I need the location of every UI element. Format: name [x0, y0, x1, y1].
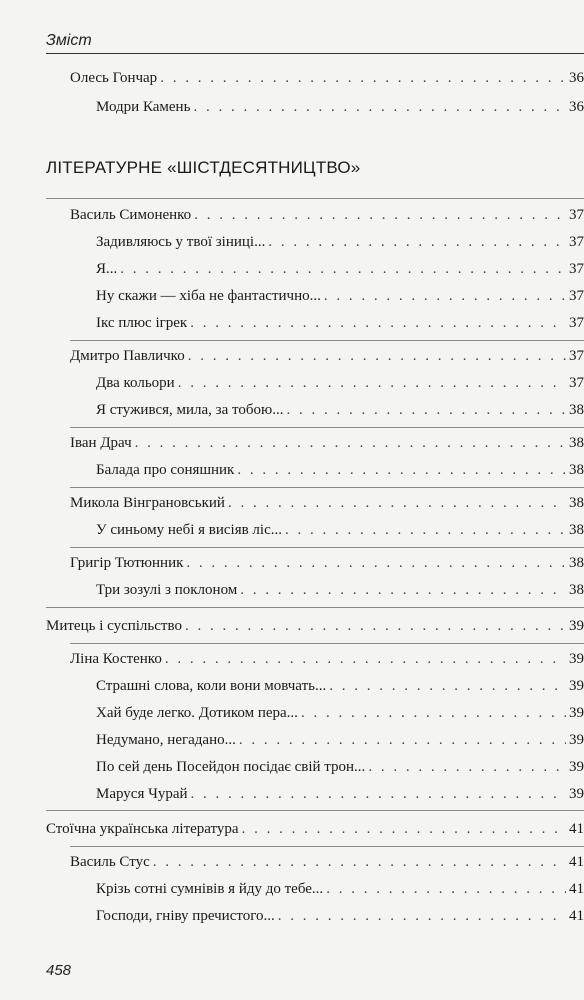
dot-leader	[160, 66, 566, 90]
toc-entry-page: 37	[569, 207, 584, 223]
toc-entry-work	[96, 782, 584, 806]
header-rule	[46, 53, 584, 54]
toc-entry-work	[96, 518, 584, 542]
dot-leader	[324, 284, 566, 308]
dot-leader	[286, 398, 566, 422]
toc-entry-section	[46, 817, 584, 841]
toc-entry-page: 39	[569, 705, 584, 721]
toc-entry-page: 37	[569, 375, 584, 391]
entry-divider	[70, 846, 584, 847]
dot-leader	[285, 518, 566, 542]
toc-entry-title: Два кольори	[96, 375, 175, 391]
toc-entry-title: Модри Камень	[96, 99, 191, 115]
toc-entry-page: 38	[569, 462, 584, 478]
entry-divider	[70, 487, 584, 488]
toc-entry-author	[70, 491, 584, 515]
dot-leader	[153, 850, 566, 874]
dot-leader	[190, 311, 566, 335]
toc-entry-work	[96, 728, 584, 752]
toc-entry-title: Ну скажи — хіба не фантастично...	[96, 288, 321, 304]
toc-entry-page: 39	[569, 618, 584, 634]
dot-leader	[188, 344, 566, 368]
toc-entry-page: 39	[569, 759, 584, 775]
toc-entry-title: Василь Стус	[70, 854, 150, 870]
toc-entry-title: Недумано, негадано...	[96, 732, 236, 748]
toc-entry-title: Господи, гніву пречистого...	[96, 908, 275, 924]
section-heading: ЛІТЕРАТУРНЕ «ШІСТДЕСЯТНИЦТВО»	[46, 158, 361, 177]
dot-leader	[240, 578, 566, 602]
toc-entry-section	[46, 614, 584, 638]
toc-entry-title: Дмитро Павличко	[70, 348, 185, 364]
dot-leader	[194, 203, 566, 227]
section-divider	[46, 607, 584, 608]
dot-leader	[193, 95, 566, 119]
dot-leader	[326, 877, 566, 901]
dot-leader	[301, 701, 566, 725]
toc-entry-work	[96, 311, 584, 335]
dot-leader	[237, 458, 566, 482]
toc-entry-title: Задивляюсь у твої зіниці...	[96, 234, 266, 250]
toc-entry-page: 36	[569, 99, 584, 115]
toc-entry-title: Балада про соняшник	[96, 462, 235, 478]
dot-leader	[239, 728, 566, 752]
toc-entry-page: 38	[569, 522, 584, 538]
toc-entry-work	[96, 877, 584, 901]
dot-leader	[165, 647, 566, 671]
dot-leader	[178, 371, 566, 395]
dot-leader	[368, 755, 566, 779]
toc-entry-author	[70, 647, 584, 671]
toc-entry-work	[96, 674, 584, 698]
toc-entry-title: Я стужився, мила, за тобою...	[96, 402, 284, 418]
toc-entry-title: Ікс плюс ігрек	[96, 315, 188, 331]
toc-entry-title: Олесь Гончар	[70, 70, 158, 86]
toc-entry-work	[96, 284, 584, 308]
toc-entry-page: 37	[569, 234, 584, 250]
toc-entry-page: 41	[569, 881, 584, 897]
toc-entry-title: Хай буде легко. Дотиком пера...	[96, 705, 298, 721]
toc-entry-work	[96, 755, 584, 779]
toc-entry-page: 38	[569, 582, 584, 598]
dot-leader	[186, 551, 566, 575]
toc-entry-author	[70, 203, 584, 227]
toc-entry-page: 39	[569, 786, 584, 802]
toc-entry-title: По сей день Посейдон посідає свій трон...	[96, 759, 366, 775]
toc-entry-page: 38	[569, 495, 584, 511]
toc-entry-page: 41	[569, 854, 584, 870]
toc-entry-title: Я...	[96, 261, 118, 277]
toc-entry-page: 37	[569, 348, 584, 364]
toc-entry-page: 39	[569, 732, 584, 748]
toc-entry-author	[70, 66, 584, 90]
page-number: 458	[46, 962, 72, 979]
toc-entry-title: Микола Вінграновський	[70, 495, 225, 511]
toc-entry-work	[96, 230, 584, 254]
toc-entry-title: Страшні слова, коли вони мовчать...	[96, 678, 327, 694]
toc-entry-author	[70, 431, 584, 455]
toc-entry-page: 37	[569, 261, 584, 277]
entry-divider	[70, 643, 584, 644]
toc-entry-work	[96, 398, 584, 422]
toc-entry-author	[70, 551, 584, 575]
dot-leader	[191, 782, 566, 806]
dot-leader	[135, 431, 566, 455]
toc-entry-author	[70, 850, 584, 874]
toc-entry-work	[96, 701, 584, 725]
toc-entry-title: Крізь сотні сумнівів я йду до тебе...	[96, 881, 324, 897]
toc-entry-title: Василь Симоненко	[70, 207, 192, 223]
toc-entry-page: 36	[569, 70, 584, 86]
toc-entry-page: 41	[569, 821, 584, 837]
entry-divider	[70, 427, 584, 428]
dot-leader	[242, 817, 566, 841]
toc-entry-page: 38	[569, 435, 584, 451]
toc-entry-work	[96, 458, 584, 482]
toc-entry-page: 39	[569, 678, 584, 694]
dot-leader	[329, 674, 566, 698]
entry-divider	[70, 340, 584, 341]
toc-entry-page: 41	[569, 908, 584, 924]
toc-entry-page: 37	[569, 288, 584, 304]
dot-leader	[268, 230, 566, 254]
toc-entry-title: Ліна Костенко	[70, 651, 162, 667]
toc-entry-work	[96, 578, 584, 602]
toc-entry-page: 37	[569, 315, 584, 331]
toc-entry-work	[96, 257, 584, 281]
toc-entry-title: Іван Драч	[70, 435, 132, 451]
toc-entry-title: Григір Тютюнник	[70, 555, 184, 571]
dot-leader	[228, 491, 566, 515]
toc-entry-page: 39	[569, 651, 584, 667]
section-divider	[46, 810, 584, 811]
entry-divider	[70, 547, 584, 548]
toc-entry-page: 38	[569, 555, 584, 571]
section-divider	[46, 198, 584, 199]
dot-leader	[120, 257, 566, 281]
toc-entry-work	[96, 904, 584, 928]
toc-entry-title: Маруся Чурай	[96, 786, 188, 802]
toc-entry-title: Митець і суспільство	[46, 618, 182, 634]
toc-entry-title: Три зозулі з поклоном	[96, 582, 238, 598]
toc-entry-work	[96, 371, 584, 395]
toc-entry-work	[96, 95, 584, 119]
dot-leader	[278, 904, 566, 928]
toc-entry-author	[70, 344, 584, 368]
toc-entry-title: У синьому небі я висіяв ліс...	[96, 522, 282, 538]
toc-entry-title: Стоїчна українська література	[46, 821, 239, 837]
toc-entry-page: 38	[569, 402, 584, 418]
dot-leader	[185, 614, 566, 638]
running-header: Зміст	[46, 32, 92, 49]
